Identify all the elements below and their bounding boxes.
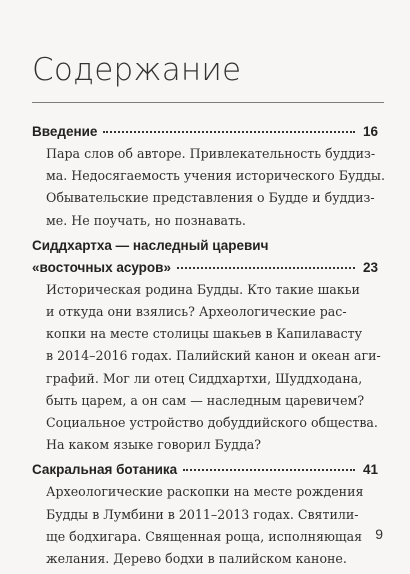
- toc-entry-heading: [32, 459, 378, 481]
- description-line: Историческая родина Будды. Кто такие шакьи: [46, 281, 360, 297]
- toc-entry-description: [46, 143, 385, 232]
- description-line: Пара слов об авторе. Привлекательность буддиз-: [46, 146, 376, 161]
- dot-leader: [183, 469, 355, 471]
- toc-entry-introduction: [32, 121, 385, 232]
- description-line: в 2014–2016 годах. Палийский канон и океан аги-: [46, 348, 381, 364]
- page-number: 9: [375, 526, 383, 542]
- toc-entry-title: Сакральная ботаника: [32, 462, 178, 478]
- table-of-contents: [32, 121, 385, 573]
- toc-page-number: 23: [362, 259, 378, 275]
- toc-entry-description: [46, 481, 378, 570]
- page-title: Содержание: [32, 52, 242, 88]
- description-line: ме. Не поучать, но познавать.: [46, 212, 246, 228]
- dot-leader: [177, 267, 355, 269]
- title-rule: [32, 102, 384, 103]
- toc-entry-title-continued: «восточных асуров»: [32, 259, 171, 275]
- description-line: ма. Недосягаемость учения исторического Будды.: [46, 168, 385, 184]
- description-line: На каком языке говорил Будда?: [46, 437, 262, 453]
- toc-page-number: 41: [362, 462, 378, 478]
- description-line: желания. Дерево бодхи в палийском каноне.: [46, 551, 347, 567]
- description-line: Археологические раскопки на месте рождения: [46, 484, 364, 500]
- description-line: ще бодхигара. Священная роща, исполняющая: [46, 528, 363, 544]
- toc-entry-heading: [32, 257, 378, 279]
- toc-entry-title: Введение: [32, 124, 98, 139]
- description-line: Обывательские представления о Будде и буддиз-: [46, 190, 375, 206]
- description-line: Социальное устройство добуддийского общества.: [46, 415, 378, 431]
- description-line: Будды в Лумбини в 2011–2013 годах. Святили-: [46, 506, 359, 522]
- toc-entry-description: [46, 279, 381, 457]
- toc-entry-siddhartha: [32, 235, 381, 457]
- description-line: графий. Мог ли отец Сиддхартхи, Шуддходана,: [46, 370, 363, 386]
- toc-entry-heading: [32, 121, 378, 143]
- toc-page-number: 16: [362, 124, 378, 139]
- toc-entry-title: Сиддхартха — наследный царевич: [32, 237, 269, 253]
- description-line: быть царем, а он сам — наследным царевичем?: [46, 392, 365, 408]
- toc-entry-sacred-botany: [32, 459, 378, 570]
- description-line: и откуда они взялись? Археологические рас-: [46, 304, 347, 320]
- description-line: копки на месте столицы шакьев в Капилавасту: [46, 326, 363, 342]
- dot-leader: [103, 131, 355, 133]
